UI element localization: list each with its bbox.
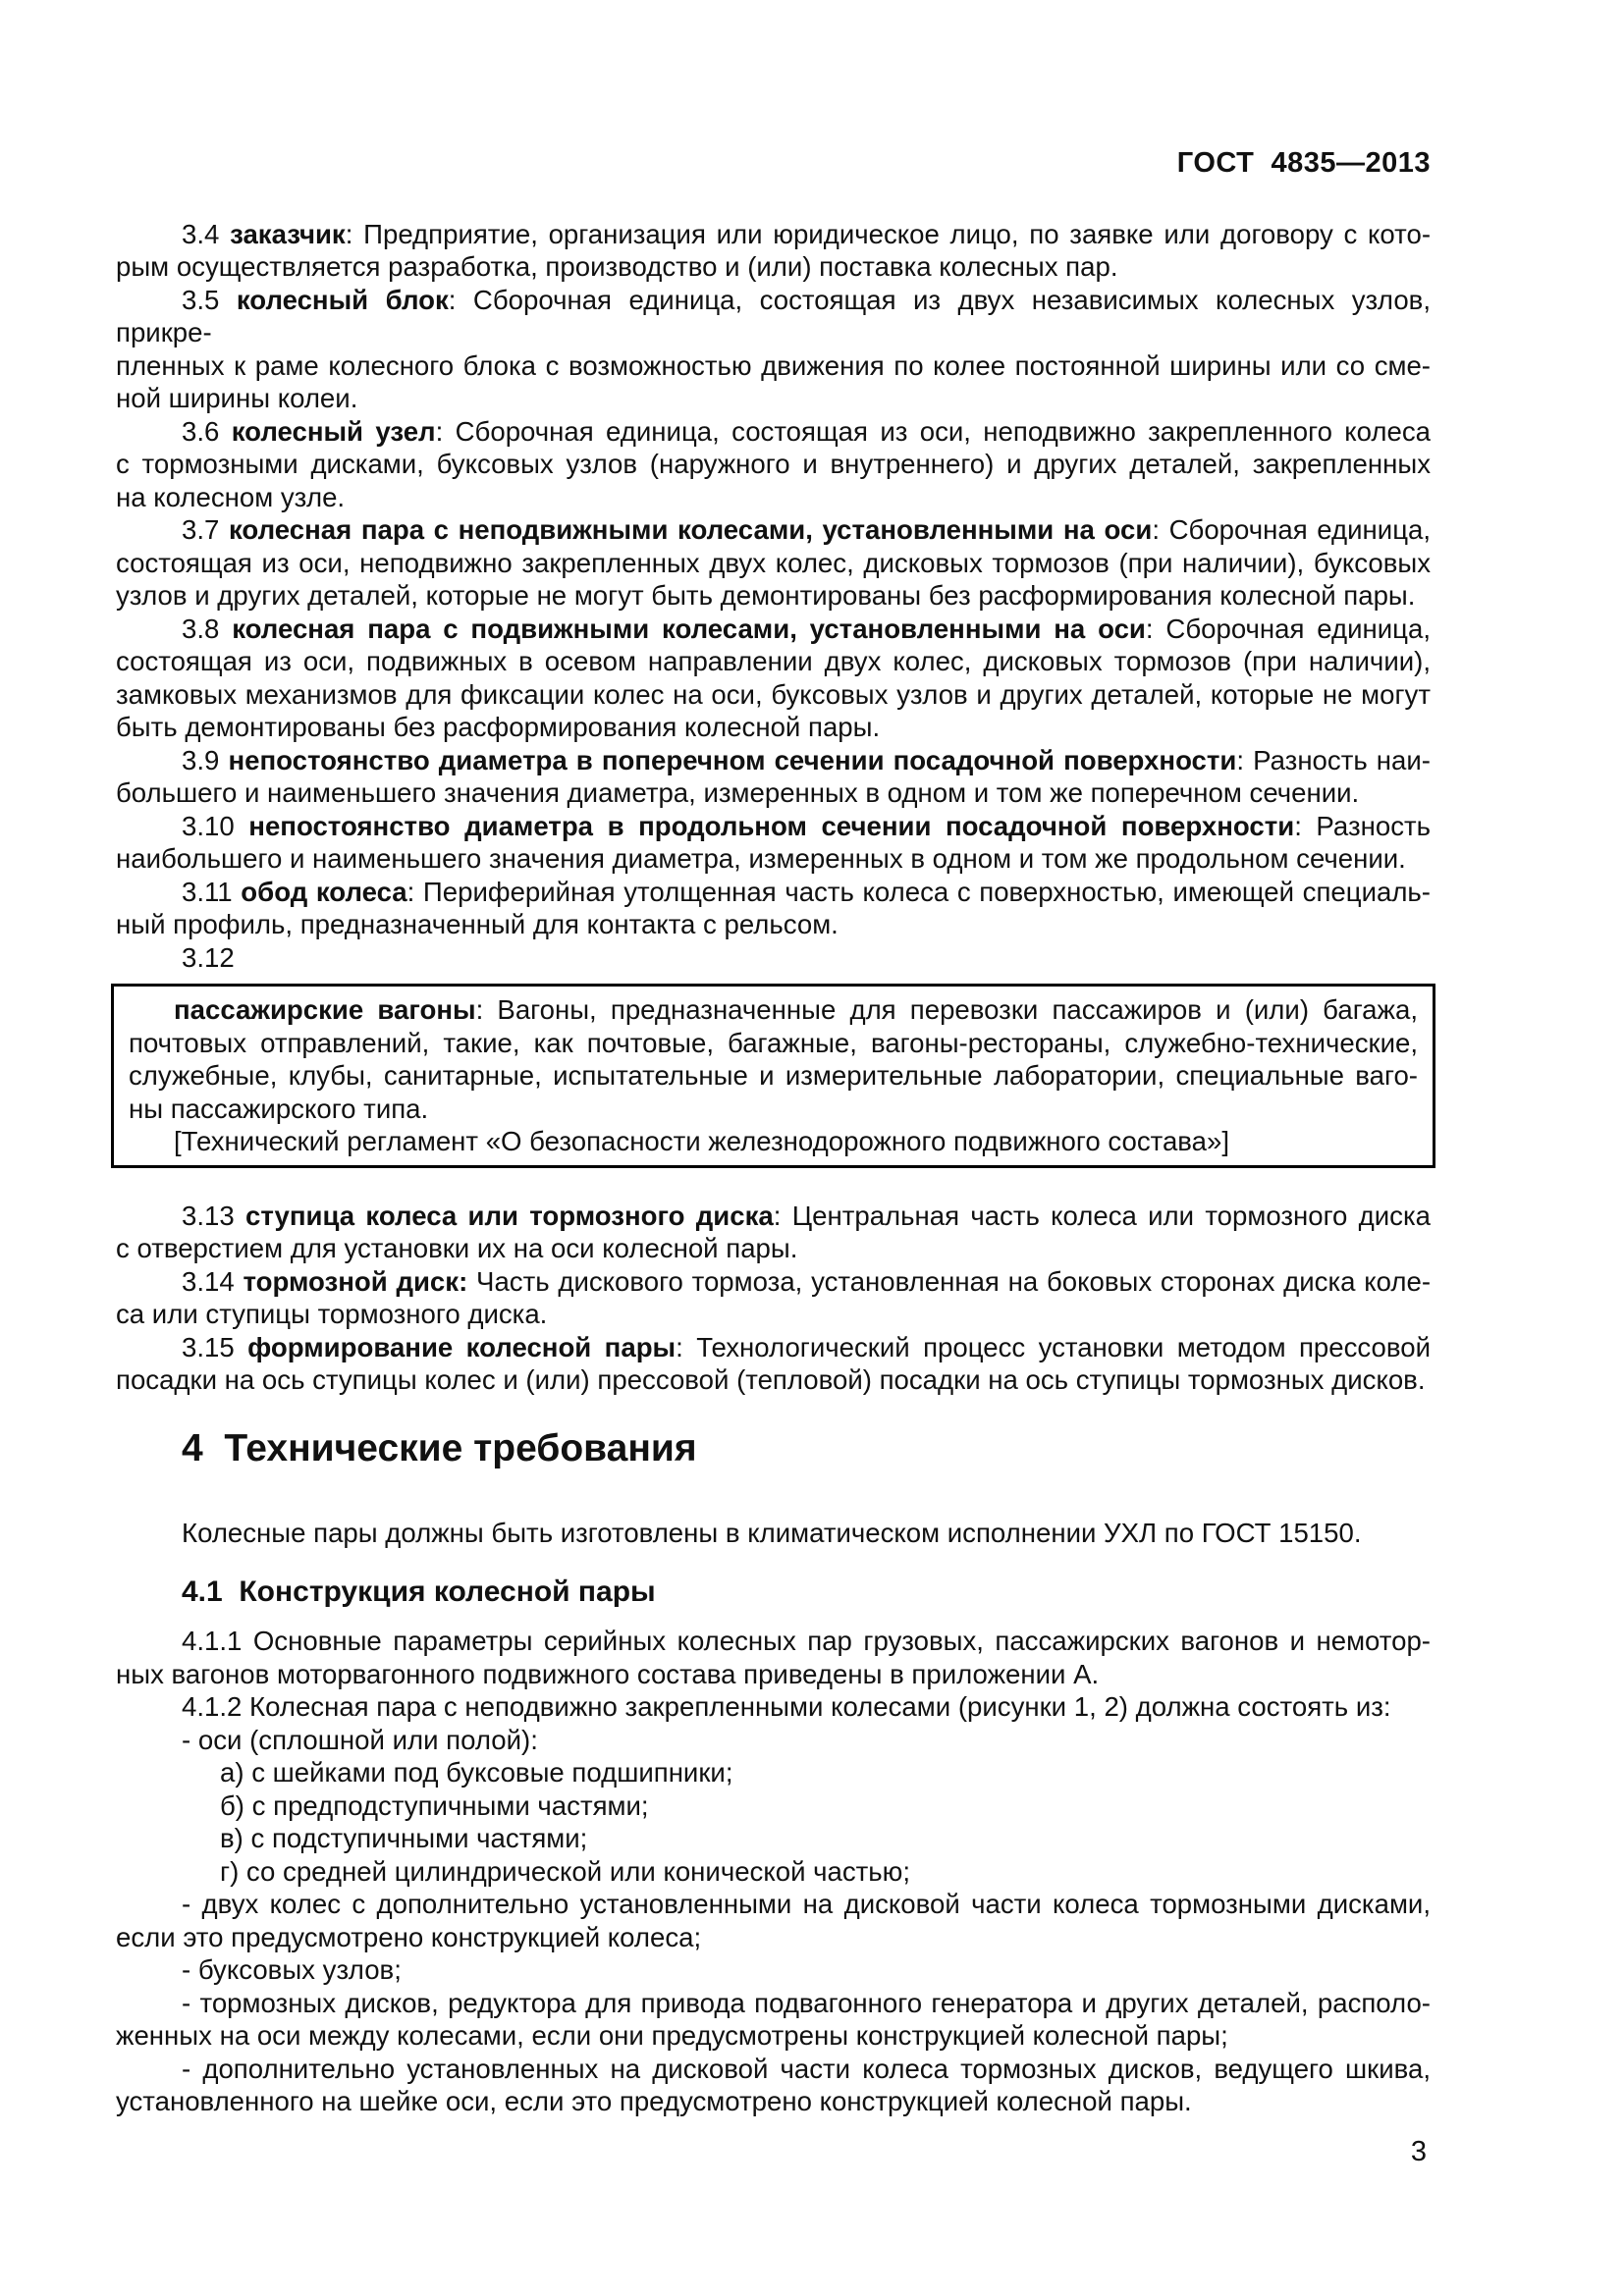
- text-line: [116, 513, 1431, 547]
- definition-3-5: [116, 284, 1431, 415]
- list-subitem-g: [116, 1855, 1431, 1889]
- term-bold: пассажирские вагоны: [174, 994, 476, 1025]
- text-line: [116, 547, 1431, 580]
- text-line: [116, 284, 1431, 349]
- text-line: [116, 842, 1431, 876]
- text-line: [129, 1093, 1418, 1126]
- text-line: [116, 1265, 1431, 1299]
- text-run: 3.12: [182, 941, 235, 973]
- definition-3-10: [116, 810, 1431, 876]
- term-bold: непостоянство диаметра в поперечном сечении посадочной поверхности: [228, 744, 1237, 775]
- text-run: г) со средней цилиндрической или конической частью;: [220, 1855, 911, 1887]
- text-run: 3.10: [182, 810, 249, 841]
- text-line: [116, 1756, 1431, 1789]
- definition-3-15: [116, 1331, 1431, 1397]
- text-line: [116, 810, 1431, 843]
- text-line: [116, 1855, 1431, 1889]
- text-line: [116, 1987, 1431, 2020]
- clause-3-12: [116, 941, 1431, 975]
- text-line: [129, 1125, 1418, 1158]
- text-line: [116, 1724, 1431, 1757]
- text-line: [116, 711, 1431, 744]
- text-line: [116, 613, 1431, 646]
- text-line: [116, 2019, 1431, 2053]
- text-run: - дополнительно установленных на дисковой части колеса тормозных дисков, ведущего шкива,: [182, 2053, 1431, 2084]
- text-run: наибольшего и наименьшего значения диаметра, измеренных в одном и том же продольном сечении.: [116, 843, 1406, 874]
- list-item-brake-discs: [116, 1987, 1431, 2053]
- text-run: : Сборочная единица,: [1152, 514, 1432, 545]
- list-item-additional-discs: [116, 2053, 1431, 2118]
- text-run: рым осуществляется разработка, производство и (или) поставка колесных пар.: [116, 251, 1118, 282]
- text-run: ной ширины колеи.: [116, 383, 358, 413]
- text-run: женных на оси между колесами, если они предусмотрены конструкцией колесной пары;: [116, 2020, 1228, 2051]
- text-run: установленного на шейке оси, если это предусмотрено конструкцией колесной пары.: [116, 2086, 1192, 2116]
- definition-3-14: [116, 1265, 1431, 1331]
- text-run: : Сборочная единица, состоящая из двух независимых колесных узлов, прикре-: [116, 284, 1431, 347]
- definition-3-8: [116, 613, 1431, 744]
- text-run: на колесном узле.: [116, 481, 346, 512]
- text-line: [116, 1921, 1431, 1954]
- text-run: 3.14: [182, 1265, 244, 1297]
- text-run: 3.8: [182, 613, 233, 644]
- text-run: : Сборочная единица,: [1145, 613, 1432, 644]
- text-run: : Сборочная единица, состоящая из оси, неподвижно закрепленного колеса: [435, 415, 1431, 447]
- doc-code-header: ГОСТ 4835—2013: [1176, 147, 1431, 179]
- text-run: : Технологический процесс установки методом прессовой: [676, 1331, 1431, 1362]
- list-subitem-a: [116, 1756, 1431, 1789]
- text-run: б) с предподступичными частями;: [220, 1789, 649, 1821]
- text-line: [116, 1658, 1431, 1691]
- clause-4-1-1: [116, 1625, 1431, 1690]
- text-run: быть демонтированы без расформирования колесной пары.: [116, 712, 881, 742]
- text-line: [116, 250, 1431, 284]
- text-run: 3.5: [182, 284, 237, 315]
- definition-3-13: [116, 1200, 1431, 1265]
- document-body: [116, 218, 1431, 2118]
- text-run: а) с шейками под буксовые подшипники;: [220, 1757, 733, 1788]
- text-line: [129, 993, 1418, 1027]
- text-run: : Вагоны, предназначенные для перевозки пассажиров и (или) багажа,: [475, 994, 1418, 1025]
- text-line: [116, 218, 1431, 251]
- text-run: 4.1.1 Основные параметры серийных колесных пар грузовых, пассажирских вагонов и немотор-: [182, 1626, 1431, 1656]
- text-run: состоящая из оси, неподвижно закрепленных двух колес, дисковых тормозов (при наличии), буксовых: [116, 547, 1431, 578]
- text-line: [116, 448, 1431, 481]
- text-line: [116, 481, 1431, 514]
- text-line: [116, 1953, 1431, 1987]
- text-run: ны пассажирского типа.: [129, 1093, 429, 1124]
- text-line: [116, 2053, 1431, 2086]
- text-run: в) с подступичными частями;: [220, 1823, 588, 1853]
- term-bold: ступица колеса или тормозного диска: [244, 1200, 774, 1231]
- text-run: Колесные пары должны быть изготовлены в климатическом исполнении УХЛ по ГОСТ 15150.: [182, 1517, 1362, 1548]
- definition-3-11: [116, 876, 1431, 941]
- text-run: состоящая из оси, подвижных в осевом направлении двух колес, дисковых тормозов (при наличии),: [116, 646, 1431, 676]
- text-run: с отверстием для установки их на оси колесной пары.: [116, 1233, 798, 1263]
- text-run: пленных к раме колесного блока с возможностью движения по колее постоянной ширины или со сме-: [116, 349, 1431, 381]
- term-bold: колесный узел: [231, 415, 436, 447]
- text-run: - оси (сплошной или полой):: [182, 1724, 538, 1755]
- text-run: - буксовых узлов;: [182, 1954, 402, 1985]
- text-run: - тормозных дисков, редуктора для привода подвагонного генератора и других деталей, располо-: [182, 1987, 1431, 2018]
- text-line: [116, 744, 1431, 777]
- text-run: Часть дискового тормоза, установленная на боковых сторонах диска коле-: [467, 1265, 1432, 1297]
- text-run: 3.4: [182, 218, 231, 249]
- text-run: : Разность: [1294, 810, 1432, 841]
- text-line: [116, 776, 1431, 810]
- term-bold: формирование колесной пары: [247, 1331, 677, 1362]
- term-bold: непостоянство диаметра в продольном сечении посадочной поверхности: [248, 810, 1295, 841]
- text-run: : Разность наи-: [1236, 744, 1431, 775]
- text-line: [116, 1625, 1431, 1658]
- text-run: замковых механизмов для фиксации колес на оси, буксовых узлов и других деталей, которые не могут: [116, 678, 1431, 710]
- list-item-axlebox-units: [116, 1953, 1431, 1987]
- text-run: служебные, клубы, санитарные, испытательные и измерительные лаборатории, специальные ваго-: [129, 1060, 1418, 1091]
- text-run: 3.6: [182, 415, 232, 447]
- text-line: [116, 579, 1431, 613]
- text-line: [116, 876, 1431, 909]
- text-run: : Периферийная утолщенная часть колеса с поверхностью, имеющей специаль-: [406, 876, 1431, 907]
- text-run: 4.1.2 Колесная пара с неподвижно закрепленными колесами (рисунки 1, 2) должна состоять из:: [182, 1691, 1391, 1722]
- term-bold: колесный блок: [236, 284, 449, 315]
- definition-3-7: [116, 513, 1431, 613]
- text-run: : Предприятие, организация или юридическое лицо, по заявке или договору с кото-: [345, 218, 1432, 249]
- text-line: [116, 1363, 1431, 1397]
- text-run: с тормозными дисками, буксовых узлов (наружного и внутреннего) и других деталей, закрепленных: [116, 449, 1431, 479]
- text-line: [116, 941, 1431, 975]
- text-line: [116, 1200, 1431, 1233]
- term-bold: колесная пара с неподвижными колесами, установленными на оси: [228, 514, 1153, 545]
- text-run: : Центральная часть колеса или тормозного диска: [773, 1200, 1432, 1231]
- text-run: большего и наименьшего значения диаметра, измеренных в одном и том же поперечном сечении.: [116, 777, 1360, 808]
- text-line: [116, 1690, 1431, 1724]
- text-run: почтовых отправлений, такие, как почтовые, багажные, вагоны-рестораны, служебно-технические,: [129, 1027, 1418, 1058]
- text-run: ных вагонов моторвагонного подвижного состава приведены в приложении А.: [116, 1658, 1100, 1689]
- text-line: [116, 678, 1431, 712]
- definition-3-6: [116, 415, 1431, 514]
- text-line: [116, 908, 1431, 941]
- text-line: [116, 1888, 1431, 1921]
- term-bold: заказчик: [230, 218, 346, 249]
- term-bold: колесная пара с подвижными колесами, установленными на оси: [232, 613, 1146, 644]
- clause-4-1-2: [116, 1690, 1431, 1724]
- text-run: 3.9: [182, 744, 229, 775]
- text-line: [116, 349, 1431, 383]
- text-run: 3.7: [182, 514, 229, 545]
- term-bold: тормозной диск:: [243, 1265, 468, 1297]
- text-line: [116, 1298, 1431, 1331]
- list-subitem-v: [116, 1822, 1431, 1855]
- list-subitem-b: [116, 1789, 1431, 1823]
- text-line: [129, 1059, 1418, 1093]
- text-run: 3.15: [182, 1331, 248, 1362]
- text-line: [116, 1331, 1431, 1364]
- section-4-1-heading: 4.1 Конструкция колесной пары: [182, 1575, 656, 1608]
- text-run: [Технический регламент «О безопасности железнодорожного подвижного состава»]: [174, 1126, 1229, 1156]
- text-line: [129, 1027, 1418, 1060]
- text-run: узлов и других деталей, которые не могут быть демонтированы без расформирования колесной пары.: [116, 580, 1416, 611]
- text-line: [116, 645, 1431, 678]
- page-number: 3: [1410, 2135, 1427, 2167]
- text-line: [116, 2085, 1431, 2118]
- text-line: [116, 415, 1431, 449]
- list-item-two-wheels: [116, 1888, 1431, 1953]
- text-run: ный профиль, предназначенный для контакта с рельсом.: [116, 909, 839, 939]
- definition-3-4: [116, 218, 1431, 284]
- text-run: - двух колес с дополнительно установленными на дисковой части колеса тормозными дисками,: [182, 1889, 1431, 1919]
- clause-climate: [116, 1517, 1431, 1550]
- section-4-heading: 4 Технические требования: [182, 1426, 697, 1469]
- text-run: са или ступицы тормозного диска.: [116, 1299, 548, 1329]
- term-bold: обод колеса: [241, 876, 407, 907]
- text-run: 3.11: [182, 876, 242, 907]
- text-line: [116, 382, 1431, 415]
- text-line: [116, 1789, 1431, 1823]
- text-line: [116, 1517, 1431, 1550]
- text-line: [116, 1232, 1431, 1265]
- text-line: [116, 1822, 1431, 1855]
- text-run: посадки на ось ступицы колес и (или) прессовой (тепловой) посадки на ось ступицы тормозных дисков.: [116, 1364, 1426, 1395]
- text-run: если это предусмотрено конструкцией колеса;: [116, 1921, 702, 1952]
- definition-3-9: [116, 744, 1431, 810]
- text-run: 3.13: [182, 1200, 245, 1231]
- note-passenger-cars: [111, 984, 1435, 1168]
- list-item-axle: [116, 1724, 1431, 1757]
